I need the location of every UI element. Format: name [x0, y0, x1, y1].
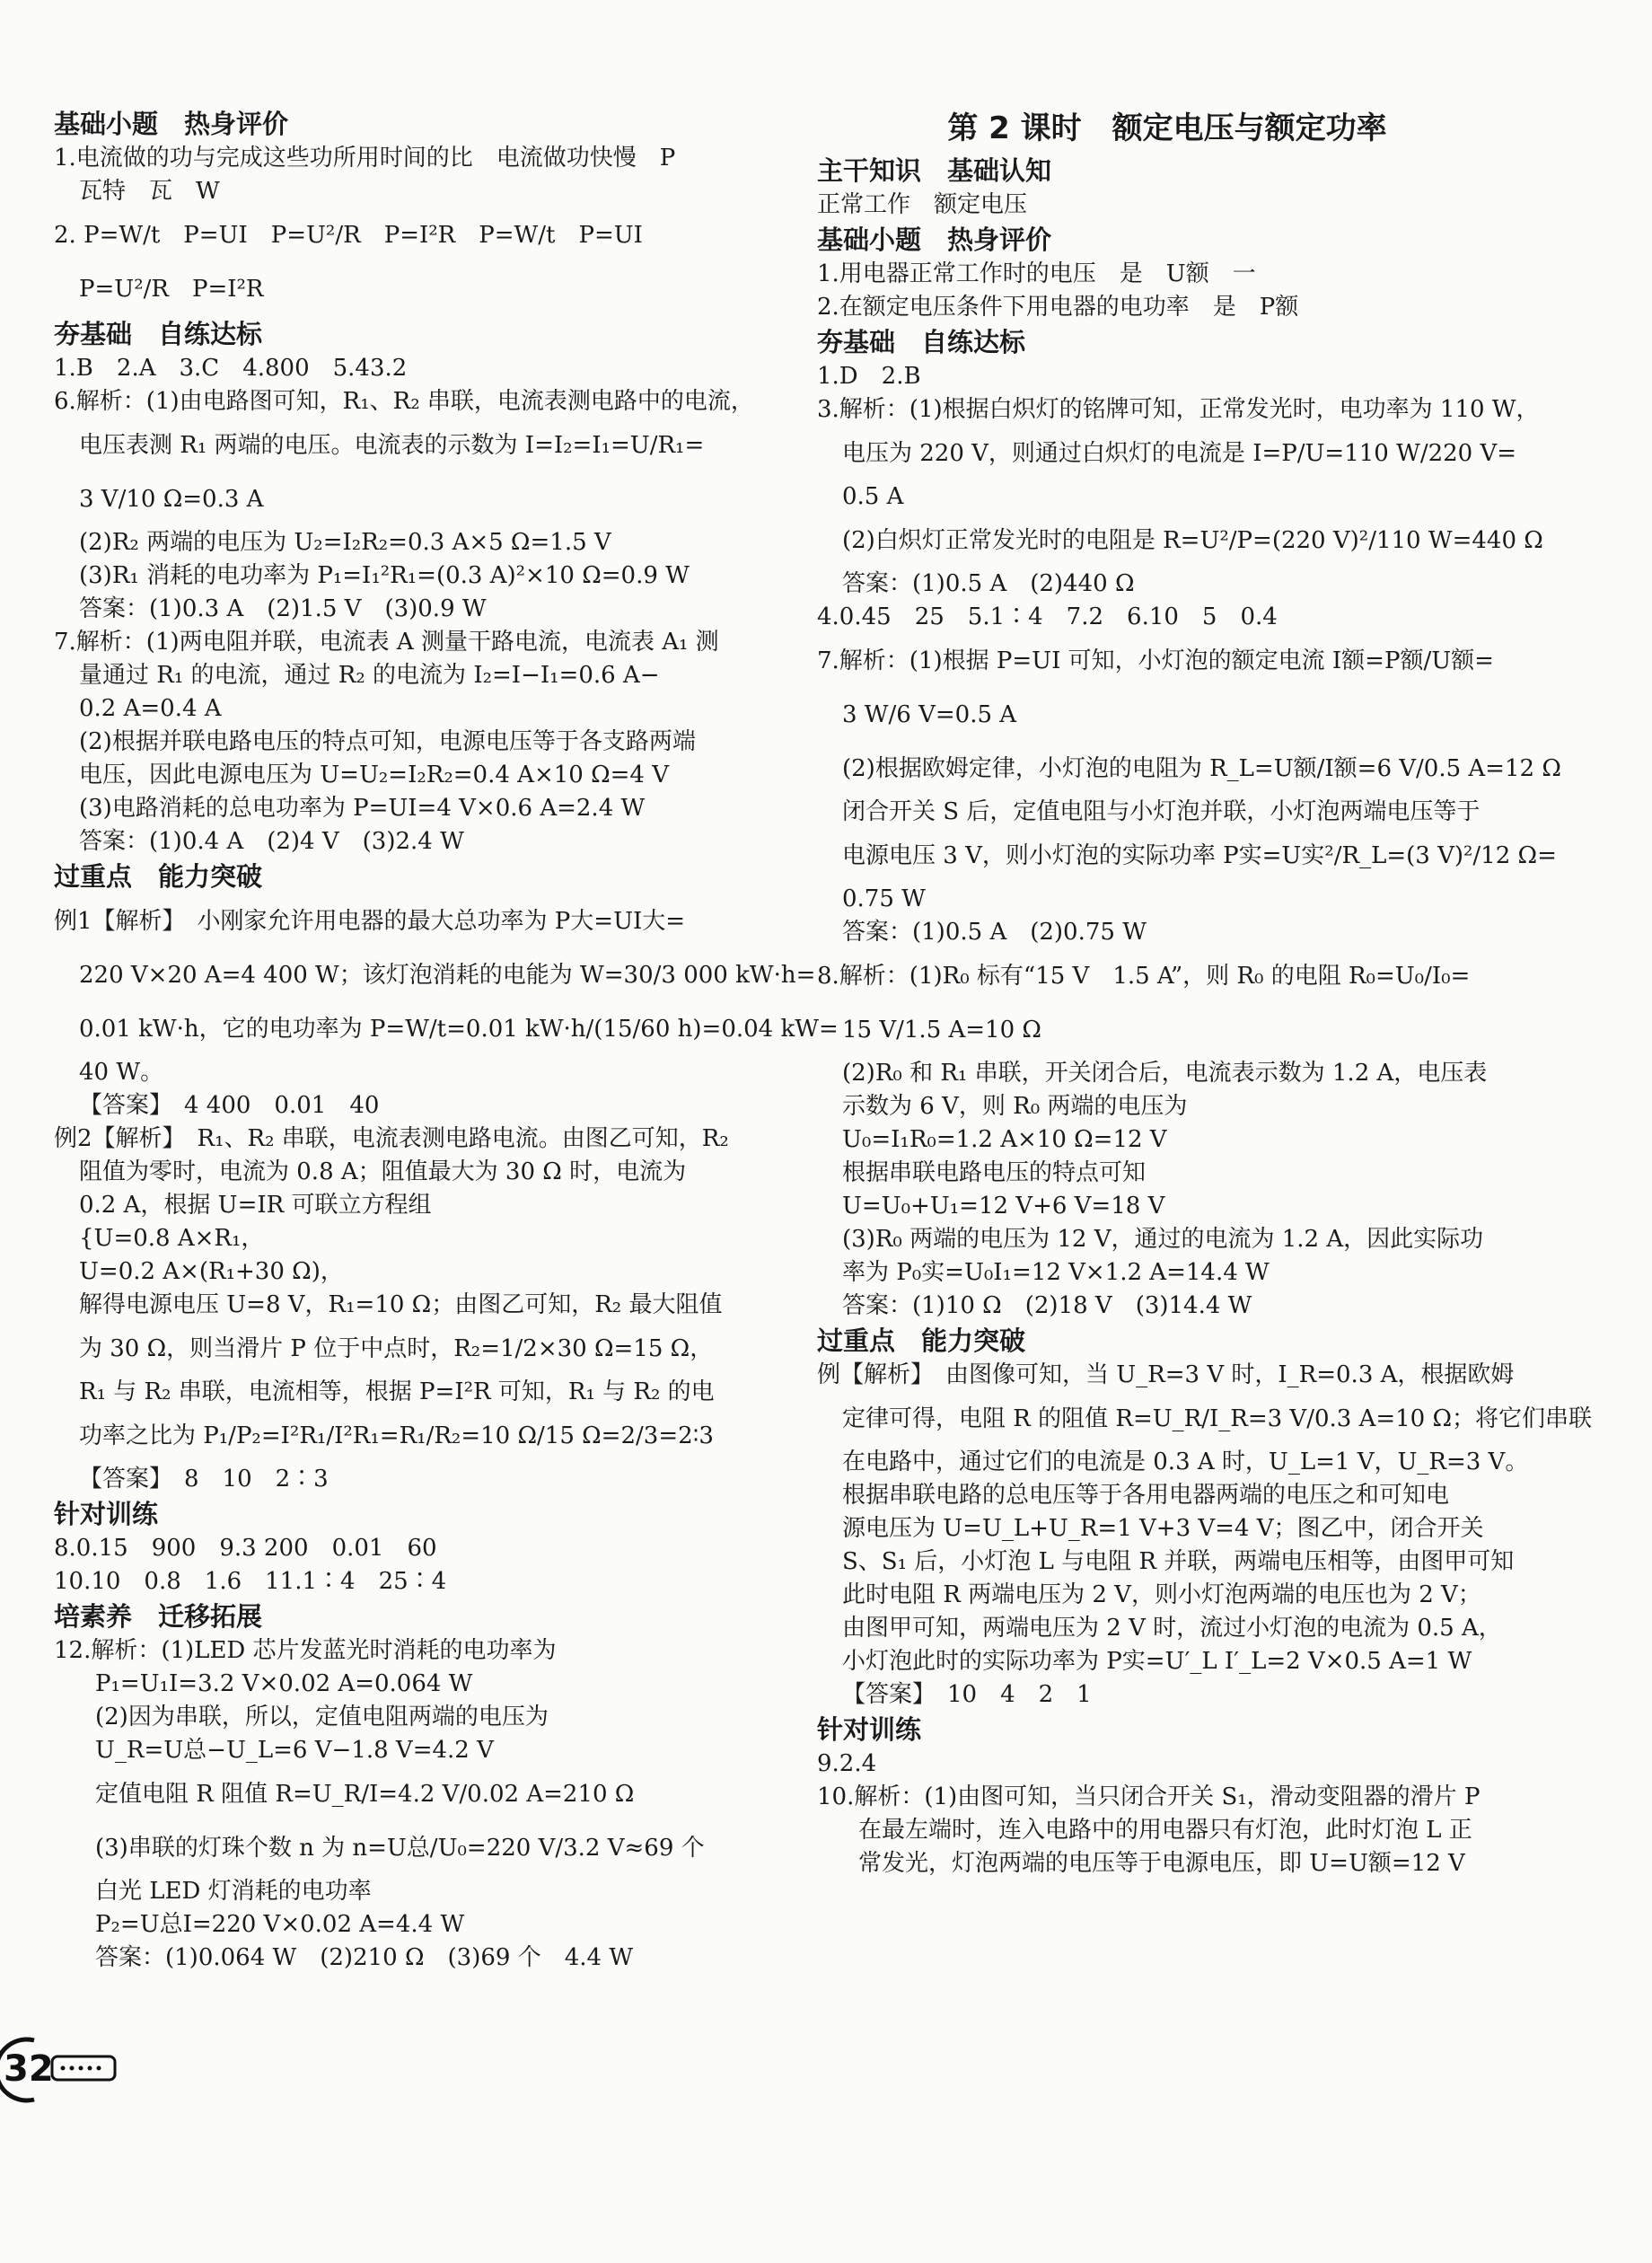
answer-line: 源电压为 U=U_L+U_R=1 V+3 V=4 V；图乙中，闭合开关: [842, 1515, 1484, 1542]
answer-line: 为 30 Ω，则当滑片 P 位于中点时，R₂=1/2×30 Ω=15 Ω，: [79, 1335, 714, 1362]
right-column: [817, 106, 1593, 1880]
answer-line: P₁=U₁I=3.2 V×0.02 A=0.064 W: [95, 1670, 473, 1697]
answer-line: P₂=U总I=220 V×0.02 A=4.4 W: [95, 1911, 465, 1938]
answer-line: 由图甲可知，两端电压为 2 V 时，流过小灯泡的电流为 0.5 A，: [842, 1615, 1502, 1642]
answer-line: 2.在额定电压条件下用电器的电功率 是 P额: [817, 294, 1299, 321]
answer-line: 【答案】 4 400 0.01 40: [79, 1092, 380, 1119]
answer-line: 例【解析】 由图像可知，当 U_R=3 V 时，I_R=0.3 A，根据欧姆: [817, 1361, 1515, 1388]
answer-line: 7.解析：(1)两电阻并联，电流表 A 测量干路电流，电流表 A₁ 测: [54, 629, 719, 656]
answer-line: 0.75 W: [842, 885, 926, 912]
answer-line: 3 W/6 V=0.5 A: [842, 701, 1017, 728]
answer-line: 1.B 2.A 3.C 4.800 5.43.2: [54, 355, 408, 382]
answer-line: 定值电阻 R 阻值 R=U_R/I=4.2 V/0.02 A=210 Ω: [95, 1781, 635, 1808]
answer-line: 小灯泡此时的实际功率为 P实=U′_L I′_L=2 V×0.5 A=1 W: [842, 1648, 1472, 1675]
answer-line: 量通过 R₁ 的电流，通过 R₂ 的电流为 I₂=I−I₁=0.6 A−: [79, 662, 660, 689]
answer-line: (2)白炽灯正常发光时的电阻是 R=U²/P=(220 V)²/110 W=440 Ω: [842, 527, 1543, 554]
left-column: [54, 106, 839, 1975]
answer-line: (3)R₁ 消耗的电功率为 P₁=I₁²R₁=(0.3 A)²×10 Ω=0.9 W: [79, 562, 690, 589]
answer-line: U=0.2 A×(R₁+30 Ω)，: [79, 1258, 344, 1285]
answer-line: R₁ 与 R₂ 串联，电流相等，根据 P=I²R 可知，R₁ 与 R₂ 的电: [79, 1378, 715, 1405]
answer-line: 10.解析：(1)由图可知，当只闭合开关 S₁，滑动变阻器的滑片 P: [817, 1783, 1481, 1810]
answer-line: 功率之比为 P₁/P₂=I²R₁/I²R₁=R₁/R₂=10 Ω/15 Ω=2/3=2∶3: [79, 1422, 714, 1449]
answer-line: 答案：(1)0.5 A (2)440 Ω: [842, 570, 1135, 597]
answer-line: 答案：(1)0.3 A (2)1.5 V (3)0.9 W: [79, 595, 487, 622]
answer-line: 解得电源电压 U=8 V，R₁=10 Ω；由图乙可知，R₂ 最大阻值: [79, 1291, 723, 1318]
answer-line: P=U²/R P=I²R: [79, 276, 264, 303]
answer-line: 1.用电器正常工作时的电压 是 U额 一: [817, 260, 1256, 287]
answer-line: 2. P=W/t P=UI P=U²/R P=I²R P=W/t P=UI: [54, 222, 643, 249]
answer-line: U_R=U总−U_L=6 V−1.8 V=4.2 V: [95, 1737, 494, 1764]
answer-line: (3)电路消耗的总电功率为 P=UI=4 V×0.6 A=2.4 W: [79, 795, 646, 822]
answer-line: 3.解析：(1)根据白炽灯的铭牌可知，正常发光时，电功率为 110 W，: [817, 396, 1540, 423]
answer-line: 0.01 kW·h，它的电功率为 P=W/t=0.01 kW·h/(15/60 h)=0.04 kW=: [79, 1016, 839, 1043]
answer-line: 220 V×20 A=4 400 W；该灯泡消耗的电能为 W=30/3 000 kW·h=: [79, 962, 816, 989]
answer-line: (2)因为串联，所以，定值电阻两端的电压为: [95, 1704, 549, 1730]
section-heading: 基础小题 热身评价: [817, 225, 1052, 255]
section-heading: 夯基础 自练达标: [54, 319, 263, 349]
answer-line: 【答案】 8 10 2∶3: [79, 1466, 329, 1493]
answer-line: 8.0.15 900 9.3 200 0.01 60: [54, 1535, 437, 1562]
answer-line: 4.0.45 25 5.1∶4 7.2 6.10 5 0.4: [817, 603, 1278, 630]
answer-line: 例1【解析】 小刚家允许用电器的最大总功率为 P大=UI大=: [54, 908, 686, 935]
answer-line: 电压，因此电源电压为 U=U₂=I₂R₂=0.4 A×10 Ω=4 V: [79, 762, 670, 788]
answer-line: (2)根据欧姆定律，小灯泡的电阻为 R_L=U额/I额=6 V/0.5 A=12 Ω: [842, 755, 1561, 782]
answer-line: 正常工作 额定电压: [817, 191, 1028, 218]
answer-line: 答案：(1)0.4 A (2)4 V (3)2.4 W: [79, 828, 464, 855]
answer-line: 40 W。: [79, 1059, 164, 1086]
answer-line: 15 V/1.5 A=10 Ω: [842, 1017, 1041, 1043]
answer-line: {U=0.8 A×R₁，: [79, 1225, 265, 1252]
answer-line: 根据串联电路电压的特点可知: [842, 1159, 1147, 1186]
answer-line: 1.D 2.B: [817, 363, 921, 390]
answer-line: 根据串联电路的总电压等于各用电器两端的电压之和可知电: [842, 1482, 1450, 1509]
answer-line: 0.2 A=0.4 A: [79, 695, 222, 722]
answer-line: 答案：(1)0.064 W (2)210 Ω (3)69 个 4.4 W: [95, 1944, 634, 1971]
section-heading: 针对训练: [54, 1499, 159, 1529]
page-number: 32: [4, 2048, 54, 2090]
answer-line: 电压表测 R₁ 两端的电压。电流表的示数为 I=I₂=I₁=U/R₁=: [79, 432, 705, 459]
answer-line: 瓦特 瓦 W: [79, 178, 220, 205]
answer-line: 示数为 6 V，则 R₀ 两端的电压为: [842, 1093, 1188, 1120]
answer-line: (2)R₂ 两端的电压为 U₂=I₂R₂=0.3 A×5 Ω=1.5 V: [79, 529, 611, 556]
answer-line: 12.解析：(1)LED 芯片发蓝光时消耗的电功率为: [54, 1637, 557, 1664]
answer-line: 3 V/10 Ω=0.3 A: [79, 486, 264, 513]
answer-line: 例2【解析】 R₁、R₂ 串联，电流表测电路电流。由图乙可知，R₂: [54, 1125, 729, 1152]
answer-line: 答案：(1)10 Ω (2)18 V (3)14.4 W: [842, 1292, 1252, 1319]
section-heading: 夯基础 自练达标: [817, 327, 1026, 357]
answer-line: 10.10 0.8 1.6 11.1∶4 25∶4: [54, 1568, 447, 1595]
answer-line: 8.解析：(1)R₀ 标有“15 V 1.5 A”，则 R₀ 的电阻 R₀=U₀/I₀=: [817, 963, 1471, 990]
answer-line: (2)根据并联电路电压的特点可知，电源电压等于各支路两端: [79, 728, 696, 755]
answer-line: 0.2 A，根据 U=IR 可联立方程组: [79, 1192, 432, 1219]
answer-line: 率为 P₀实=U₀I₁=12 V×1.2 A=14.4 W: [842, 1259, 1270, 1286]
answer-line: 【答案】 10 4 2 1: [842, 1681, 1092, 1708]
answer-line: 0.5 A: [842, 483, 904, 510]
section-heading: 基础小题 热身评价: [54, 109, 289, 139]
section-heading: 针对训练: [817, 1714, 922, 1745]
answer-line: (3)R₀ 两端的电压为 12 V，通过的电流为 1.2 A，因此实际功: [842, 1226, 1484, 1253]
answer-line: S、S₁ 后，小灯泡 L 与电阻 R 并联，两端电压相等，由图甲可知: [842, 1548, 1515, 1575]
answer-line: 定律可得，电阻 R 的阻值 R=U_R/I_R=3 V/0.3 A=10 Ω；将它们串联: [842, 1405, 1593, 1432]
answer-line: 在最左端时，连入电路中的用电器只有灯泡，此时灯泡 L 正: [858, 1817, 1472, 1844]
answer-line: 1.电流做的功与完成这些功所用时间的比 电流做功快慢 P: [54, 145, 676, 172]
section-heading: 培素养 迁移拓展: [54, 1601, 263, 1632]
answer-line: 闭合开关 S 后，定值电阻与小灯泡并联，小灯泡两端电压等于: [842, 798, 1481, 825]
answer-line: (3)串联的灯珠个数 n 为 n=U总/U₀=220 V/3.2 V≈69 个: [95, 1835, 705, 1862]
answer-line: 阻值为零时，电流为 0.8 A；阻值最大为 30 Ω 时，电流为: [79, 1158, 687, 1185]
section-heading: 过重点 能力突破: [54, 861, 263, 892]
answer-line: U=U₀+U₁=12 V+6 V=18 V: [842, 1193, 1165, 1220]
answer-line: 常发光，灯泡两端的电压等于电源电压，即 U=U额=12 V: [858, 1850, 1465, 1877]
answer-line: 此时电阻 R 两端电压为 2 V，则小灯泡两端的电压也为 2 V；: [842, 1581, 1481, 1608]
answer-line: U₀=I₁R₀=1.2 A×10 Ω=12 V: [842, 1126, 1167, 1153]
answer-line: 7.解析：(1)根据 P=UI 可知，小灯泡的额定电流 I额=P额/U额=: [817, 647, 1494, 674]
answer-line: 9.2.4: [817, 1750, 877, 1777]
answer-line: (2)R₀ 和 R₁ 串联，开关闭合后，电流表示数为 1.2 A，电压表: [842, 1060, 1488, 1087]
answer-line: 白光 LED 灯消耗的电功率: [95, 1878, 372, 1905]
lesson-title: 第 2 课时 额定电压与额定功率: [947, 110, 1387, 146]
answer-line: 电源电压 3 V，则小灯泡的实际功率 P实=U实²/R_L=(3 V)²/12 Ω=: [842, 842, 1557, 869]
answer-line: 在电路中，通过它们的电流是 0.3 A 时，U_L=1 V，U_R=3 V。: [842, 1448, 1529, 1475]
answer-line: 答案：(1)0.5 A (2)0.75 W: [842, 919, 1147, 946]
section-heading: 主干知识 基础认知: [817, 155, 1052, 186]
answer-line: 6.解析：(1)由电路图可知，R₁、R₂ 串联，电流表测电路中的电流，: [54, 388, 754, 415]
section-heading: 过重点 能力突破: [817, 1325, 1026, 1356]
answer-line: 电压为 220 V，则通过白炽灯的电流是 I=P/U=110 W/220 V=: [842, 440, 1517, 467]
